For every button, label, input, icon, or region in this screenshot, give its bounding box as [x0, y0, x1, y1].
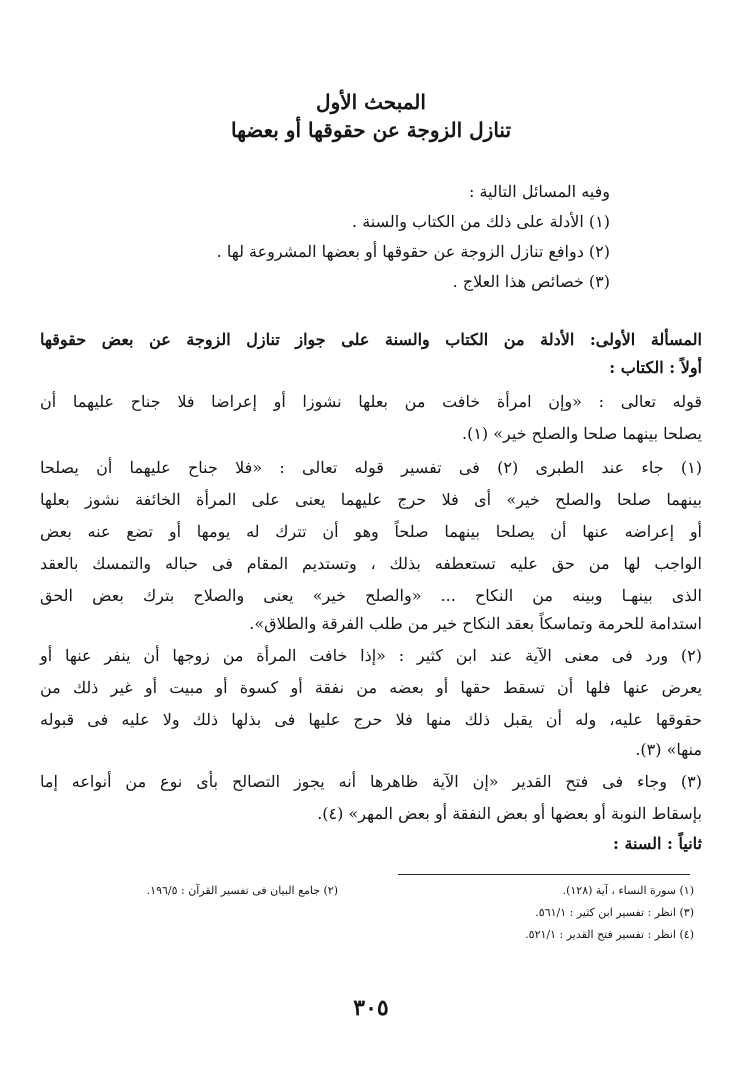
intro-line: وفيه المسائل التالية : — [468, 182, 610, 201]
ibn-kathir-note-line: منها» (٣). — [635, 740, 702, 759]
qadir-note-line: بإسقاط النوبة أو بعضها أو بعض النفقة أو بعض المهر» (٤). — [317, 804, 702, 823]
footnote-3: (٣) انظر : تفسير ابن كثير : ٥٦١/١. — [535, 906, 694, 919]
topic-item: (٣) خصائص هذا العلاج . — [452, 272, 610, 291]
page-number: ٣٠٥ — [353, 995, 389, 1021]
qadir-note-line: (٣) وجاء فى فتح القدير «إن الآية ظاهرها أنه يجوز التصالح بأى نوع من أنواعه إما — [40, 772, 702, 791]
tabari-note-line: (١) جاء عند الطبرى (٢) فى تفسير قوله تعالى : «فلا جناح عليهما أن يصلحا — [40, 458, 703, 477]
ibn-kathir-note-line: يعرض عنها فلها أن تسقط حقها أو بعضه من نفقة أو كسوة أو مبيت أو غير ذلك من — [40, 678, 702, 697]
footnote-2: (٢) جامع البيان فى تفسير القرآن : ١٩٦/٥. — [146, 884, 338, 897]
sunnah-subheading: ثانياً : السنة : — [612, 834, 702, 853]
ibn-kathir-note-line: (٢) ورد فى معنى الآية عند ابن كثير : «إذا خافت المرأة من زوجها أن ينفر عنها أو — [40, 646, 702, 665]
footnote-4: (٤) انظر : تفسير فتح القدير : ٥٢١/١. — [525, 928, 694, 941]
quran-subheading: أولاً : الكتاب : — [609, 358, 702, 377]
chapter-title: تنازل الزوجة عن حقوقها أو بعضها — [230, 118, 512, 142]
topic-item: (٢) دوافع تنازل الزوجة عن حقوقها أو بعضها المشروعة لها . — [216, 242, 610, 261]
ibn-kathir-note-line: حقوقها عليه، وله أن يقبل ذلك منها فلا حرج عليها فى بذلها ذلك ولا عليه فى قبوله — [40, 710, 702, 729]
tabari-note-line: استدامة للحرمة وتماسكاً بعقد النكاح خير من طلب الفرقة والطلاق». — [249, 614, 702, 633]
first-issue-heading: المسألة الأولى: الأدلة من الكتاب والسنة على جواز تنازل الزوجة عن بعض حقوقها — [40, 330, 702, 349]
tabari-note-line: الذى بينهـا وبينه من النكاح ... «والصلح خير» يعنى والصلاح بترك بعض الحق — [40, 586, 702, 605]
footnote-divider — [398, 874, 690, 875]
verse-line-end: يصلحا بينهما صلحا والصلح خير» (١). — [462, 424, 702, 443]
tabari-note-line: الواجب لها من حق عليه تستعطفه بذلك ، وتستديم المقام فى حباله والتمسك بالعقد — [40, 554, 702, 573]
tabari-note-line: بينهما صلحا والصلح خير» أى فلا حرج عليهما يعنى على المرأة الخائفة نشوز بعلها — [40, 490, 702, 509]
tabari-note-line: أو إعراضه عنها أن يصلحا بينهما صلحاً وهو أن تترك له يومها أو تضع عنه بعض — [40, 522, 702, 541]
topic-item: (١) الأدلة على ذلك من الكتاب والسنة . — [352, 212, 610, 231]
footnote-1: (١) سورة النساء ، آية (١٢٨). — [562, 884, 694, 897]
section-heading: المبحث الأول — [316, 90, 426, 114]
verse-line: قوله تعالى : «وإن امرأة خافت من بعلها نشوزا أو إعراضا فلا جناح عليهما أن — [40, 392, 702, 411]
